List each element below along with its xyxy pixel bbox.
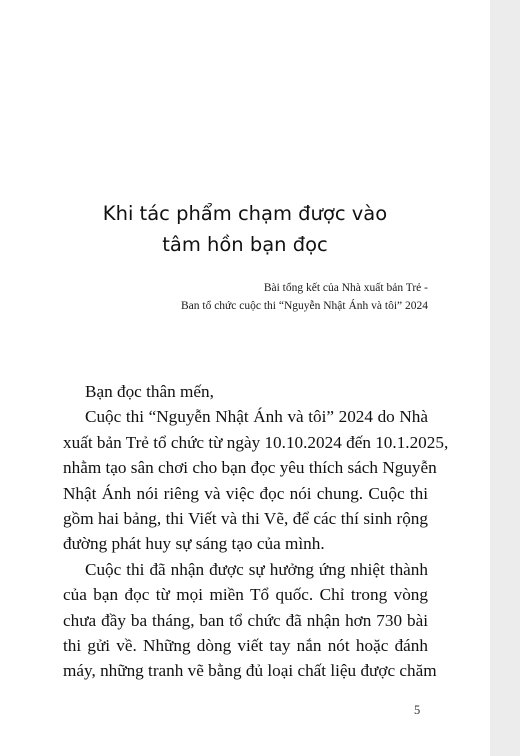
body-line: Bạn đọc thân mến,	[85, 382, 214, 401]
attribution-line: Bài tổng kết của Nhà xuất bản Trẻ -	[263, 282, 428, 294]
chapter-attribution	[100, 279, 428, 315]
body-line: Nhật Ánh nói riêng và việc đọc nói chung. Cuộc thi	[63, 483, 428, 503]
body-line: nhằm tạo sân chơi cho bạn đọc yêu thích sách Nguyễn	[63, 458, 437, 478]
body-line: của bạn đọc từ mọi miền Tổ quốc. Chỉ trong vòng	[63, 585, 428, 605]
body-line: gồm hai bảng, thi Viết và thi Vẽ, để các thí sinh rộng	[63, 509, 428, 529]
chapter-title-line: tâm hồn bạn đọc	[162, 233, 328, 256]
body-line: máy, những tranh vẽ bằng đủ loại chất liệu được chăm	[63, 661, 437, 681]
viewer-background-strip	[490, 0, 520, 756]
body-line: Cuộc thi “Nguyễn Nhật Ánh và tôi” 2024 do Nhà	[85, 407, 428, 427]
body-text	[63, 379, 449, 684]
body-line: chưa đầy ba tháng, ban tổ chức đã nhận hơn 730 bài	[63, 610, 428, 630]
body-line: thi gửi về. Những dòng viết tay nắn nót hoặc đánh	[63, 636, 428, 656]
chapter-title-line: Khi tác phẩm chạm được vào	[102, 202, 388, 225]
body-line: đường phát huy sự sáng tạo của mình.	[63, 534, 325, 554]
body-line: xuất bản Trẻ tổ chức từ ngày 10.10.2024 đến 10.1.2025,	[63, 432, 449, 452]
body-line: Cuộc thi đã nhận được sự hưởng ứng nhiệt thành	[85, 559, 428, 579]
page-number: 5	[414, 703, 421, 717]
chapter-title	[70, 198, 420, 260]
attribution-line: Ban tổ chức cuộc thi “Nguyễn Nhật Ánh và tôi” 2024	[180, 300, 428, 312]
